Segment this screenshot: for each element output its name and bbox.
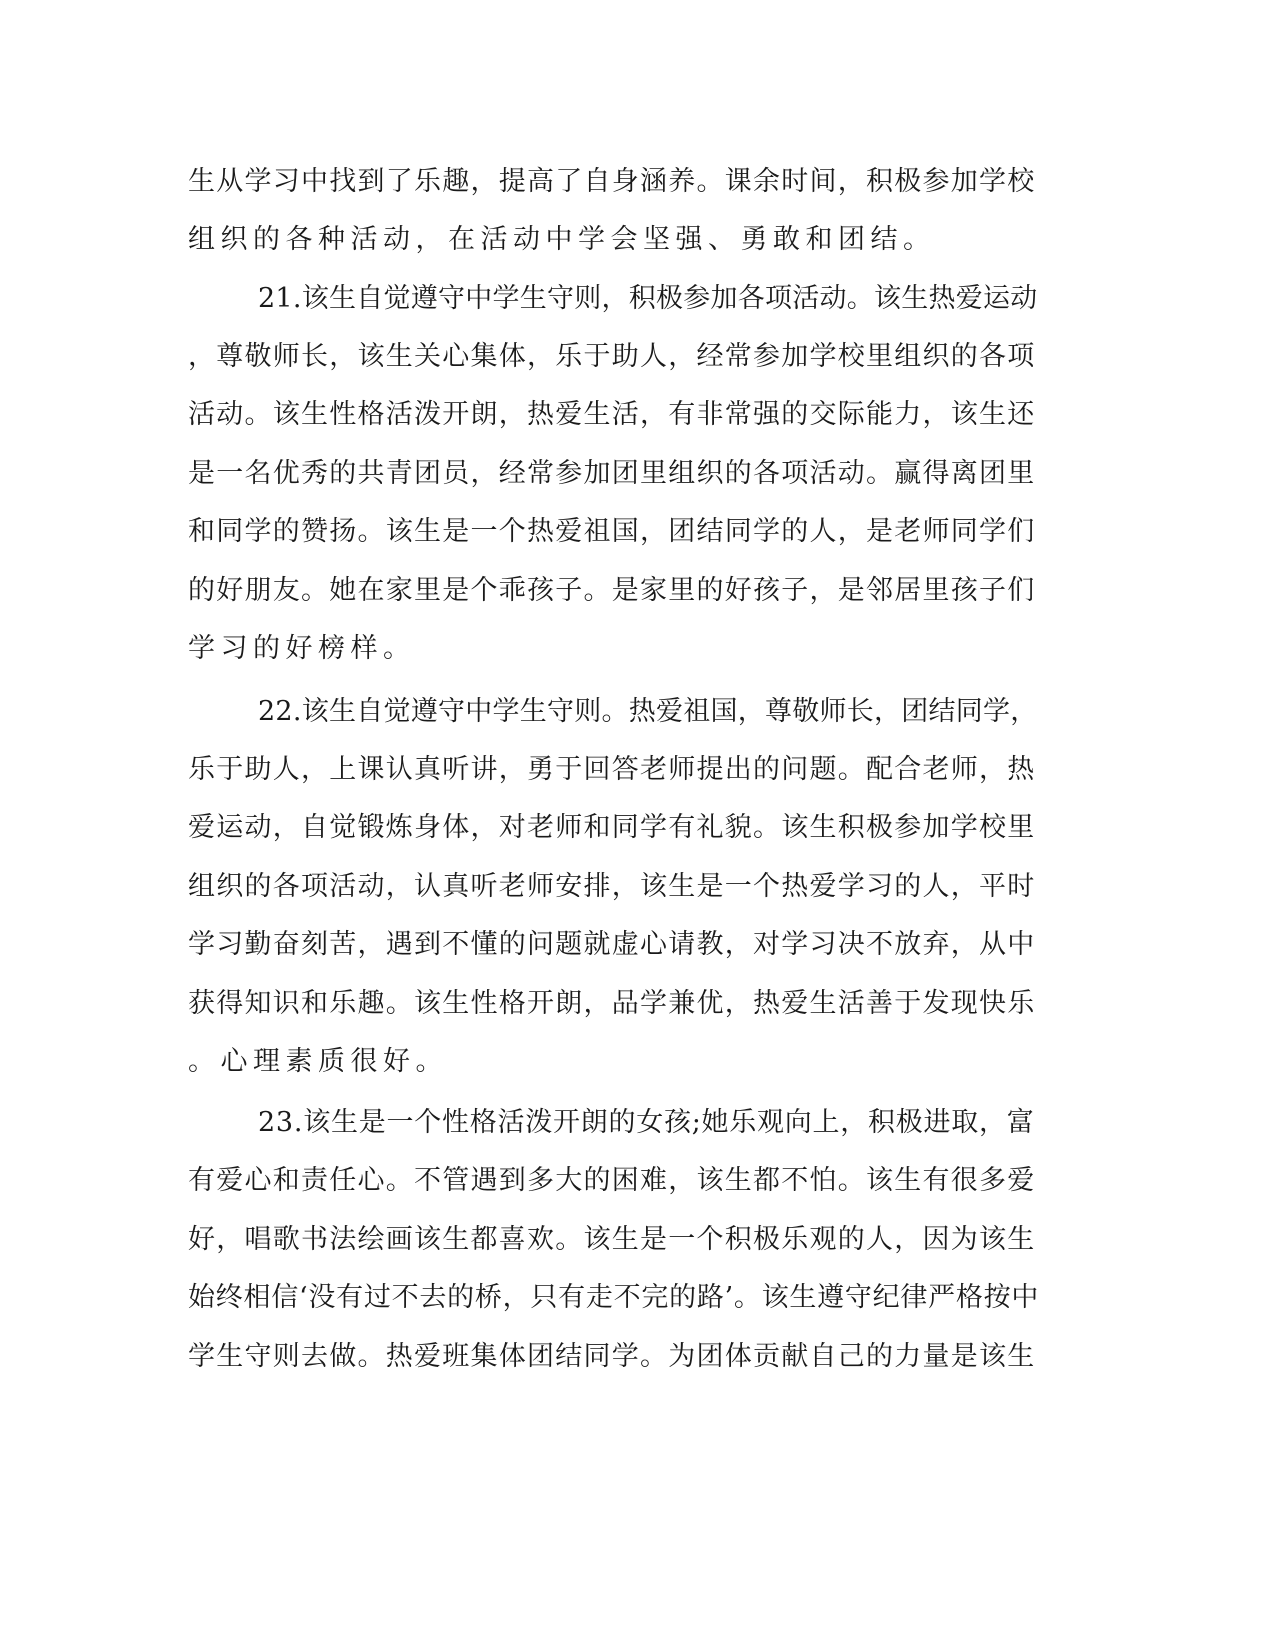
text-line: 获得知识和乐趣。该生性格开朗，品学兼优，热爱生活善于发现快乐: [188, 988, 1036, 1019]
text-line: 是一名优秀的共青团员，经常参加团里组织的各项活动。赢得离团里: [188, 458, 1036, 489]
text-line: 始终相信‘没有过不去的桥，只有走不完的路’。该生遵守纪律严格按中: [188, 1282, 1040, 1313]
text-line: 和同学的赞扬。该生是一个热爱祖国，团结同学的人，是老师同学们: [188, 516, 1036, 547]
text-line: 生从学习中找到了乐趣，提高了自身涵养。课余时间，积极参加学校: [188, 166, 1036, 197]
text-line: 乐于助人，上课认真听讲，勇于回答老师提出的问题。配合老师，热: [188, 754, 1036, 785]
text-line: ，尊敬师长，该生关心集体，乐于助人，经常参加学校里组织的各项: [188, 341, 1036, 372]
text-line: 学习勤奋刻苦，遇到不懂的问题就虚心请教，对学习决不放弃，从中: [188, 929, 1036, 960]
text-line: 活动。该生性格活泼开朗，热爱生活，有非常强的交际能力，该生还: [188, 399, 1036, 430]
text-line: 的好朋友。她在家里是个乖孩子。是家里的好孩子，是邻居里孩子们: [188, 575, 1036, 606]
paragraph-21-start: 21.该生自觉遵守中学生守则，积极参加各项活动。该生热爱运动: [258, 283, 1038, 314]
text-line: 。心理素质很好。: [188, 1046, 448, 1077]
text-line: 爱运动，自觉锻炼身体，对老师和同学有礼貌。该生积极参加学校里: [188, 812, 1036, 843]
text-line: 学习的好榜样。: [188, 633, 416, 664]
text-line: 学生守则去做。热爱班集体团结同学。为团体贡献自己的力量是该生: [188, 1341, 1036, 1372]
text-line: 好，唱歌书法绘画该生都喜欢。该生是一个积极乐观的人，因为该生: [188, 1224, 1036, 1255]
text-line: 组织的各项活动，认真听老师安排，该生是一个热爱学习的人，平时: [188, 871, 1036, 902]
text-line: 有爱心和责任心。不管遇到多大的困难，该生都不怕。该生有很多爱: [188, 1165, 1036, 1196]
paragraph-23-start: 23.该生是一个性格活泼开朗的女孩;她乐观向上，积极进取，富: [258, 1107, 1035, 1138]
paragraph-22-start: 22.该生自觉遵守中学生守则。热爱祖国，尊敬师长，团结同学，: [258, 696, 1038, 727]
text-line: 组织的各种活动，在活动中学会坚强、勇敢和团结。: [188, 224, 936, 255]
